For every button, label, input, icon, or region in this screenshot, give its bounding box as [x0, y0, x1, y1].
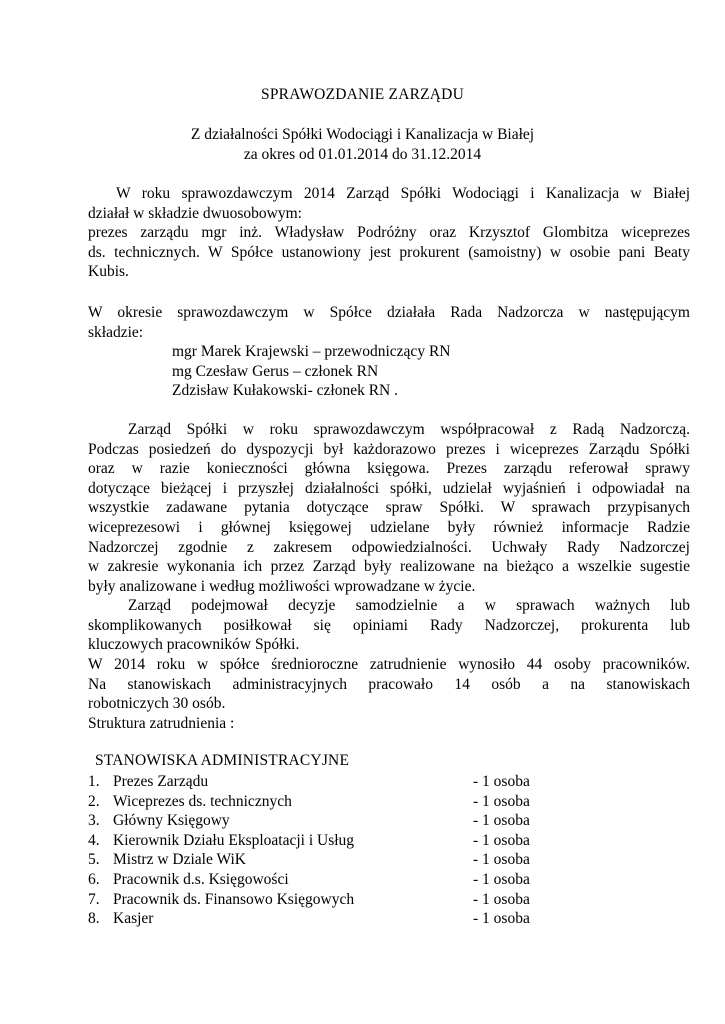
position-count: - 1 osoba	[473, 792, 530, 810]
paragraph-management-board	[88, 184, 690, 282]
position-name: Mistrz w Dziale WiK	[113, 851, 246, 869]
list-item	[88, 890, 558, 910]
text-line: W roku sprawozdawczym 2014 Zarząd Spółki Wodociągi i Kanalizacja w Białej	[116, 185, 690, 202]
item-number: 4.	[88, 831, 100, 849]
text-line: Na stanowiskach administracyjnych pracowało 14 osób a na stanowiskach	[88, 675, 690, 693]
text-line: robotniczych 30 osób.	[88, 695, 226, 713]
text-line: Kubis.	[88, 263, 129, 281]
text-line: Zarząd Spółki w roku sprawozdawczym współpracował z Radą Nadzorczą.	[128, 421, 690, 438]
admin-positions-list	[88, 772, 558, 929]
text-line: oraz w razie konieczności główna księgowa. Prezes zarządu referował sprawy	[88, 460, 690, 478]
text-line: były analizowane i według możliwości wprowadzane w życie.	[88, 577, 476, 595]
text-line: Zarząd podejmował decyzje samodzielnie a w sprawach ważnych lub	[128, 597, 690, 614]
item-number: 6.	[88, 870, 100, 888]
document-subtitle: Z działalności Spółki Wodociągi i Kanalizacja w Białej	[190, 126, 535, 143]
position-count: - 1 osoba	[473, 812, 530, 830]
text-line: wszystkie zadawane pytania dotyczące spraw Spółki. W sprawach przypisanych	[88, 499, 690, 517]
position-count: - 1 osoba	[473, 910, 530, 928]
text-line: dotyczące bieżącej i przyszłej działalności spółki, udzielał wyjaśnień i odpowiadał na	[88, 479, 690, 497]
position-count: - 1 osoba	[473, 890, 530, 908]
text-line: prezes zarządu mgr inż. Władysław Podróżny oraz Krzysztof Glombitza wiceprezes	[88, 224, 690, 242]
text-line: składzie:	[88, 323, 144, 341]
paragraph-decisions	[88, 596, 690, 655]
text-line: ds. technicznych. W Spółce ustanowiony jest prokurent (samoistny) w osobie pani Beaty	[88, 243, 690, 261]
paragraph-supervisory-board	[88, 303, 690, 342]
board-member: mg Czesław Gerus – członek RN	[172, 362, 379, 380]
list-item	[88, 811, 558, 831]
item-number: 5.	[88, 851, 100, 869]
text-line: Nadzorczej zgodnie z zakresem odpowiedzialności. Uchwały Rady Nadzorczej	[88, 538, 690, 556]
text-line: działał w składzie dwuosobowym:	[88, 204, 302, 222]
item-number: 7.	[88, 890, 100, 908]
text-line: Podczas posiedzeń do dyspozycji był każdorazowo prezes i wiceprezes Zarządu Spółki	[88, 440, 690, 458]
list-item	[88, 870, 558, 890]
item-number: 2.	[88, 792, 100, 810]
document-period: za okres od 01.01.2014 do 31.12.2014	[243, 146, 482, 163]
text-line: w zakresie wykonania ich przez Zarząd były realizowane na bieżąco a wszelkie sugestie	[88, 558, 690, 576]
text-line: skomplikowanych posiłkował się opiniami Rady Nadzorczej, prokurenta lub	[88, 616, 690, 634]
position-count: - 1 osoba	[473, 851, 530, 869]
item-number: 3.	[88, 812, 100, 830]
text-line: wiceprezesowi i głównej księgowej udzielane były również informacje Radzie	[88, 518, 690, 536]
position-name: Kasjer	[113, 910, 154, 928]
text-line: Struktura zatrudnienia :	[88, 714, 235, 732]
text-line: W 2014 roku w spółce średnioroczne zatrudnienie wynosiło 44 osoby pracowników.	[88, 656, 690, 673]
position-count: - 1 osoba	[473, 773, 530, 790]
text-line: W okresie sprawozdawczym w Spółce działała Rada Nadzorcza w następującym	[88, 304, 690, 321]
item-number: 1.	[88, 773, 100, 790]
text-line: kluczowych pracowników Spółki.	[88, 636, 300, 654]
paragraph-employment	[88, 655, 690, 733]
position-name: Pracownik d.s. Księgowości	[113, 870, 289, 888]
list-item	[88, 909, 558, 929]
position-name: Prezes Zarządu	[113, 773, 209, 790]
position-count: - 1 osoba	[473, 870, 530, 888]
paragraph-cooperation	[88, 420, 690, 596]
board-member: Zdzisław Kułakowski- członek RN .	[172, 382, 398, 400]
board-members-list	[172, 342, 450, 401]
document-title: SPRAWOZDANIE ZARZĄDU	[261, 86, 464, 103]
board-member: mgr Marek Krajewski – przewodniczący RN	[172, 343, 451, 360]
section-heading-admin-positions: STANOWISKA ADMINISTRACYJNE	[95, 752, 350, 769]
list-item	[88, 850, 558, 870]
position-name: Główny Księgowy	[113, 812, 230, 830]
position-name: Kierownik Działu Eksploatacji i Usług	[113, 831, 355, 849]
position-name: Wiceprezes ds. technicznych	[113, 792, 292, 810]
position-name: Pracownik ds. Finansowo Księgowych	[113, 890, 355, 908]
list-item	[88, 831, 558, 851]
list-item	[88, 772, 558, 792]
list-item	[88, 792, 558, 812]
position-count: - 1 osoba	[473, 831, 530, 849]
item-number: 8.	[88, 910, 100, 928]
